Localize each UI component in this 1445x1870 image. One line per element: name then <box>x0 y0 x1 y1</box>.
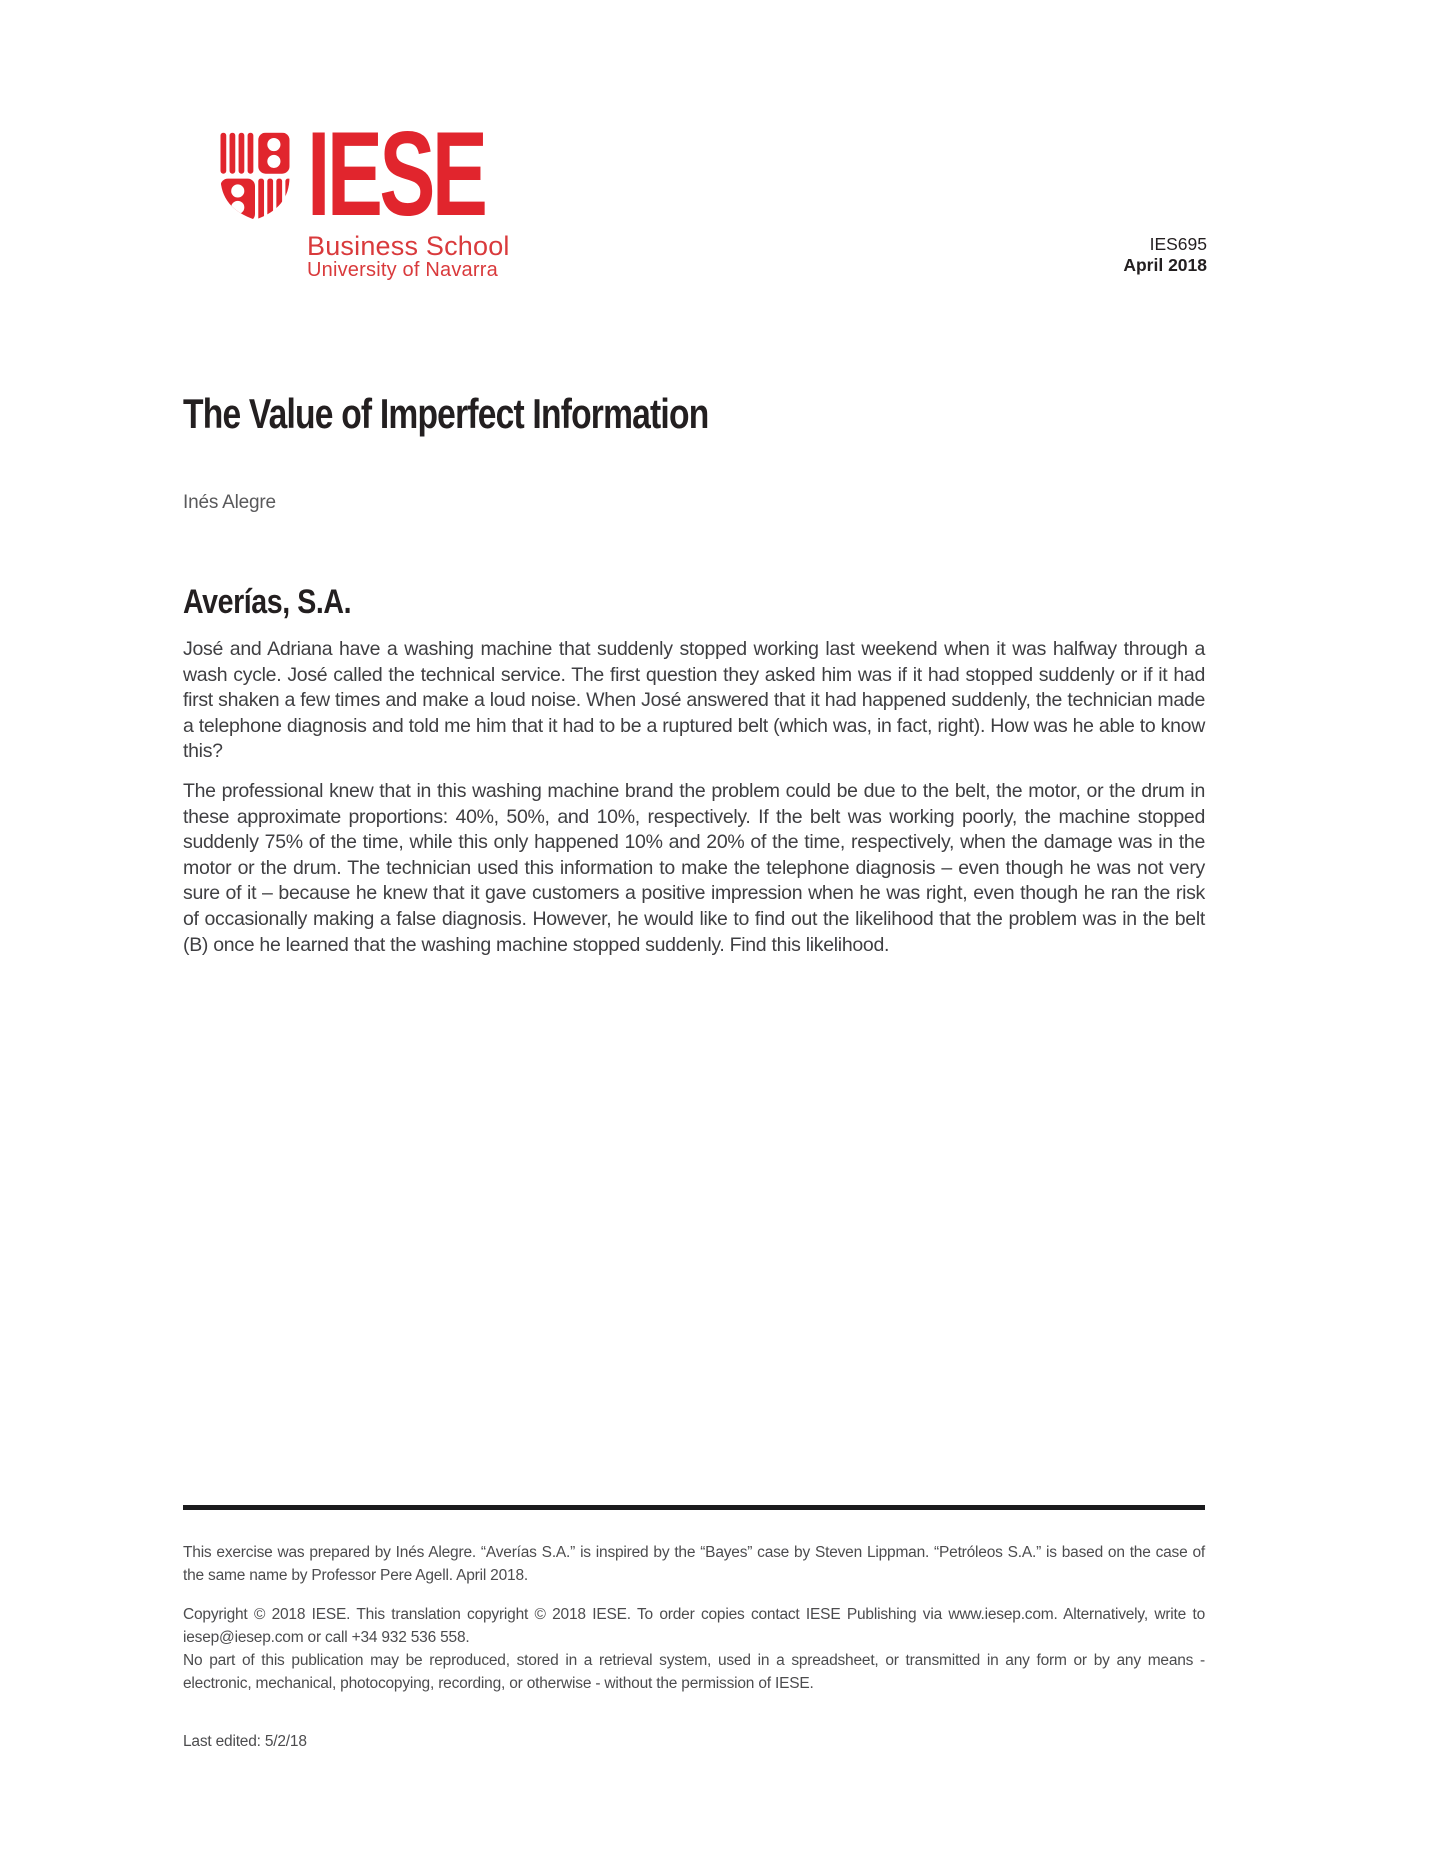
page-title: The Value of Imperfect Information <box>183 390 709 437</box>
page-footer <box>183 1505 1205 1753</box>
footer-copyright-line-1: Copyright © 2018 IESE. This translation copyright © 2018 IESE. To order copies contact IESE Publishing via www.iesep.com. Alternatively, write to iesep@iesep.com or call +34 932 536 558. <box>183 1606 1205 1646</box>
footer-divider <box>183 1505 1205 1510</box>
case-paragraph-1: José and Adriana have a washing machine that suddenly stopped working last weekend when it was halfway through a wash cycle. José called the technical service. The first question they asked him was if it had stopped suddenly or if it had first shaken a few times and make a loud noise. When José answered that it had happened suddenly, the technician made a telephone diagnosis and told me him that it had to be a ruptured belt (which was, in fact, right). How was he able to know this? <box>183 638 1205 763</box>
footer-copyright-line-2: No part of this publication may be reproduced, stored in a retrieval system, used in a spreadsheet, or transmitted in any form or by any means - electronic, mechanical, photocopying, recording, or otherwise - without the permission of IESE. <box>183 1652 1205 1692</box>
document-code: IES695 <box>1149 234 1207 254</box>
iese-shield-icon <box>217 131 293 223</box>
document-meta <box>1123 234 1207 276</box>
footer-attribution: This exercise was prepared by Inés Alegre. “Averías S.A.” is inspired by the “Bayes” case by Steven Lippman. “Petróleos S.A.” is based on the case of the same name by Professor Pere Agell. April 2018. <box>183 1544 1205 1584</box>
iese-logo-row <box>217 107 560 241</box>
section-heading: Averías, S.A. <box>183 583 352 621</box>
footer-last-edited: Last edited: 5/2/18 <box>183 1733 307 1750</box>
iese-logo <box>217 107 560 281</box>
author-name: Inés Alegre <box>183 492 276 513</box>
document-date: April 2018 <box>1123 255 1207 275</box>
case-paragraph-2: The professional knew that in this washing machine brand the problem could be due to the belt, the motor, or the drum in these approximate proportions: 40%, 50%, and 10%, respectively. If the belt was working poorly, the machine stopped suddenly 75% of the time, while this only happened 10% and 20% of the time, respectively, when the damage was in the motor or the drum. The technician used this information to make the telephone diagnosis – even though he was not very sure of it – because he knew that it gave customers a positive impression when he was right, even though he ran the risk of occasionally making a false diagnosis. However, he would like to find out the likelihood that the problem was in the belt (B) once he learned that the washing machine stopped suddenly. Find this likelihood. <box>183 779 1205 956</box>
footer-copyright <box>183 1603 1205 1695</box>
case-body <box>183 637 1205 958</box>
logo-business-school: Business School <box>307 231 510 261</box>
logo-university-of-navarra: University of Navarra <box>307 259 498 281</box>
iese-wordmark: IESE <box>307 107 485 241</box>
